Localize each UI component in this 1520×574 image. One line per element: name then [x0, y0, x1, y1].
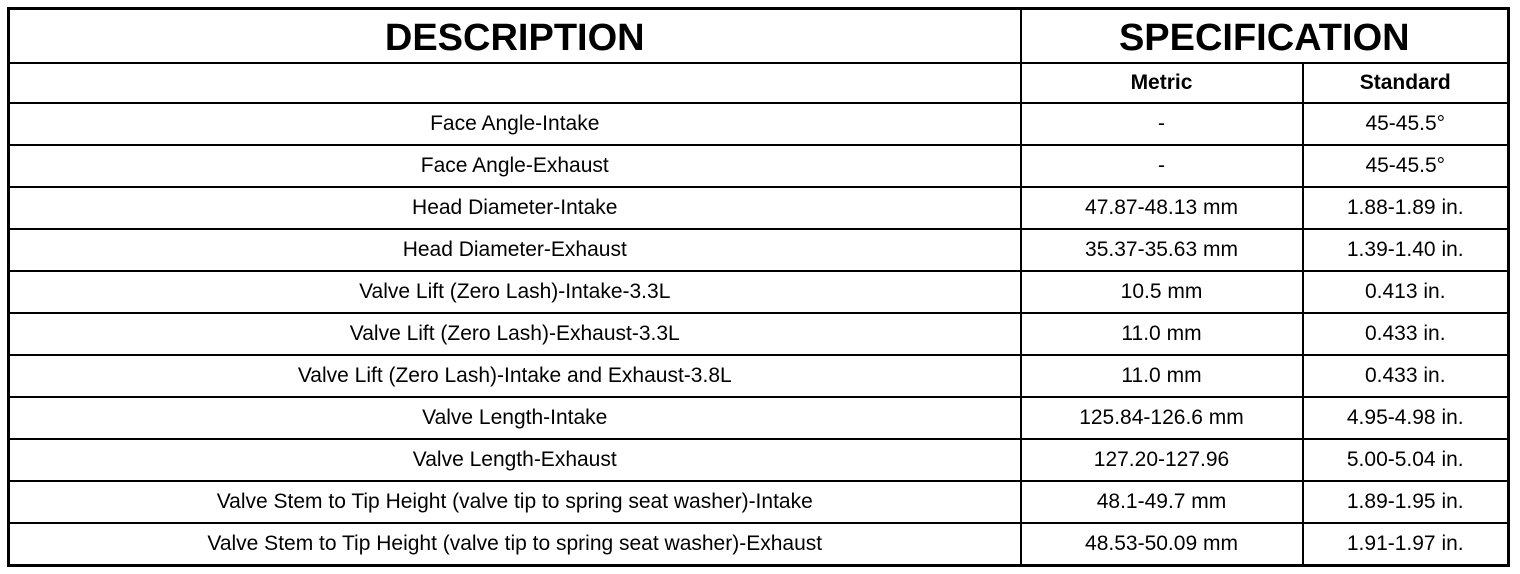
row-metric: 11.0 mm [1021, 355, 1303, 397]
table-row [9, 439, 1509, 481]
row-metric: 48.1-49.7 mm [1021, 481, 1303, 523]
row-description: Face Angle-Exhaust [9, 145, 1021, 187]
table-row [9, 229, 1509, 271]
row-standard: 0.433 in. [1303, 355, 1509, 397]
row-standard: 4.95-4.98 in. [1303, 397, 1509, 439]
table-row [9, 523, 1509, 566]
row-description: Valve Lift (Zero Lash)-Intake-3.3L [9, 271, 1021, 313]
table-row [9, 271, 1509, 313]
table-row [9, 481, 1509, 523]
row-standard: 45-45.5° [1303, 103, 1509, 145]
row-metric: - [1021, 145, 1303, 187]
table-row [9, 355, 1509, 397]
row-description: Valve Lift (Zero Lash)-Exhaust-3.3L [9, 313, 1021, 355]
table-row [9, 397, 1509, 439]
row-metric: 127.20-127.96 [1021, 439, 1303, 481]
row-metric: 48.53-50.09 mm [1021, 523, 1303, 566]
table-subheader-row [9, 63, 1509, 103]
table-row [9, 187, 1509, 229]
row-description: Valve Stem to Tip Height (valve tip to spring seat washer)-Exhaust [9, 523, 1021, 566]
row-standard: 5.00-5.04 in. [1303, 439, 1509, 481]
description-subheader-empty [9, 63, 1021, 103]
row-standard: 1.39-1.40 in. [1303, 229, 1509, 271]
row-description: Head Diameter-Intake [9, 187, 1021, 229]
specification-header: SPECIFICATION [1021, 9, 1509, 64]
row-metric: - [1021, 103, 1303, 145]
row-description: Valve Length-Intake [9, 397, 1021, 439]
row-description: Valve Lift (Zero Lash)-Intake and Exhaust-3.8L [9, 355, 1021, 397]
row-standard: 45-45.5° [1303, 145, 1509, 187]
row-description: Valve Length-Exhaust [9, 439, 1021, 481]
description-header: DESCRIPTION [9, 9, 1021, 64]
metric-header: Metric [1021, 63, 1303, 103]
row-description: Face Angle-Intake [9, 103, 1021, 145]
row-standard: 0.413 in. [1303, 271, 1509, 313]
row-standard: 1.89-1.95 in. [1303, 481, 1509, 523]
row-metric: 125.84-126.6 mm [1021, 397, 1303, 439]
row-standard: 1.91-1.97 in. [1303, 523, 1509, 566]
row-description: Head Diameter-Exhaust [9, 229, 1021, 271]
valve-specification-table [7, 7, 1510, 567]
row-description: Valve Stem to Tip Height (valve tip to spring seat washer)-Intake [9, 481, 1021, 523]
table-title-row [9, 9, 1509, 64]
table-row [9, 103, 1509, 145]
table-row [9, 313, 1509, 355]
row-metric: 35.37-35.63 mm [1021, 229, 1303, 271]
standard-header: Standard [1303, 63, 1509, 103]
row-standard: 1.88-1.89 in. [1303, 187, 1509, 229]
row-metric: 11.0 mm [1021, 313, 1303, 355]
row-standard: 0.433 in. [1303, 313, 1509, 355]
row-metric: 10.5 mm [1021, 271, 1303, 313]
table-row [9, 145, 1509, 187]
row-metric: 47.87-48.13 mm [1021, 187, 1303, 229]
